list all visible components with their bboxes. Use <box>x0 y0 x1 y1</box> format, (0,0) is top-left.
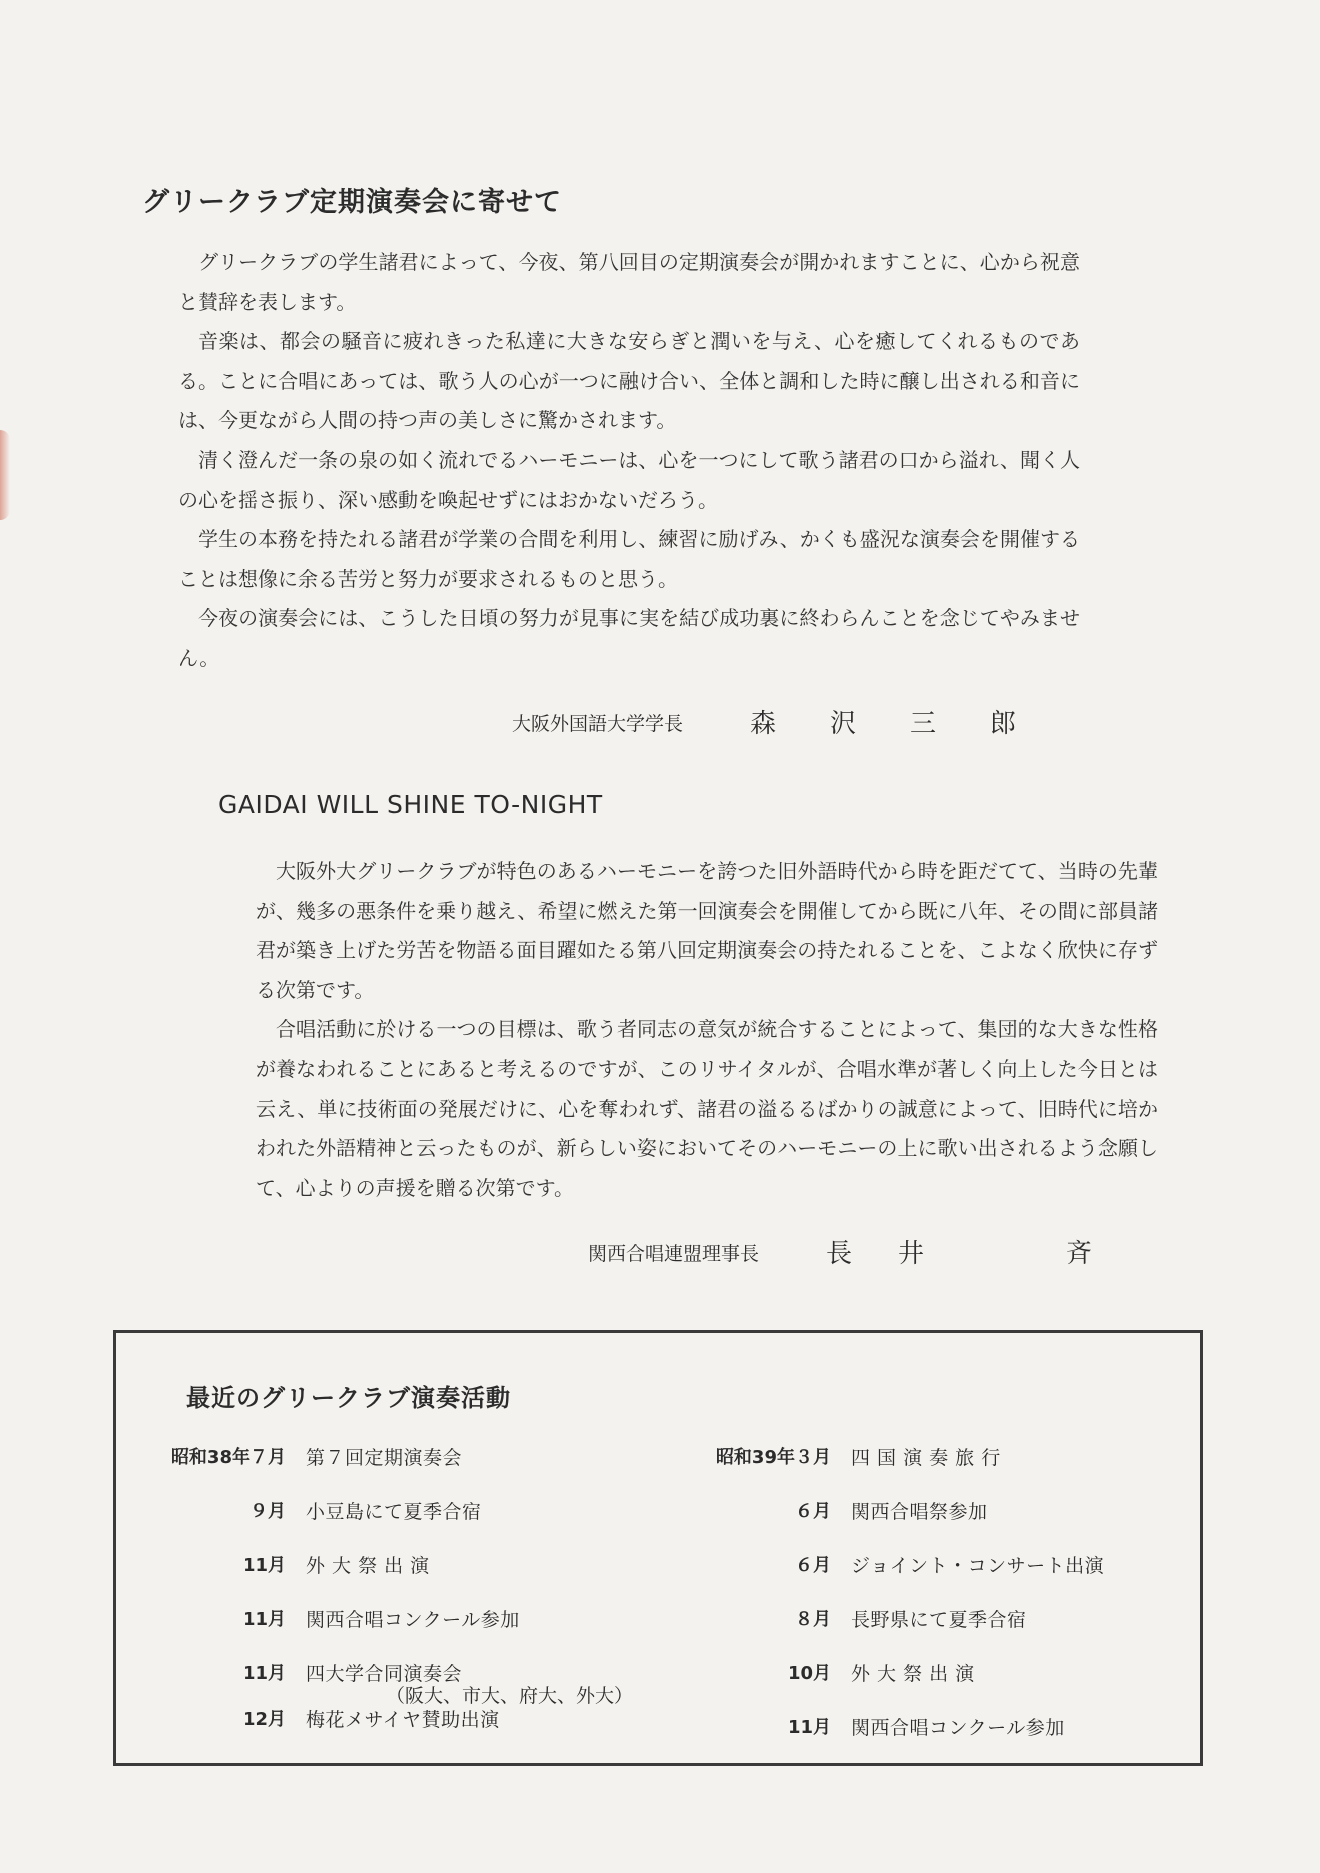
activity-date: 10月 <box>787 1663 831 1684</box>
activity-row <box>156 1659 676 1705</box>
activity-row <box>156 1705 676 1759</box>
activity-event: 外 大 祭 出 演 <box>851 1663 975 1685</box>
activity-date: 12月 <box>242 1709 286 1730</box>
activities-box <box>113 1330 1203 1766</box>
activity-date: ９月 <box>250 1501 286 1522</box>
signature-name-char: 長 <box>826 1239 853 1269</box>
activity-event: 梅花メサイヤ賛助出演 <box>306 1709 500 1731</box>
activity-row <box>156 1551 676 1605</box>
activity-date: ６月 <box>795 1555 831 1576</box>
signature-name-char: 斉 <box>1066 1239 1093 1269</box>
page-edge-stain <box>0 430 10 520</box>
section2-paragraph: 合唱活動に於ける一つの目標は、歌う者同志の意気が統合することによって、集団的な大きな性格が養なわれることにあると考えるのですが、このリサイタルが、合唱水準が著しく向上した今日とは云え、単に技術面の発展だけに、心を奪われず、諸君の溢るるばかりの誠意によって、旧時代に培かわれた外語精神と云ったものが、新らしい姿においてそのハーモニーの上に歌い出されるよう念願して、心よりの声援を贈る次第です。 <box>256 1017 1158 1200</box>
activity-row <box>156 1443 676 1497</box>
activity-event: 関西合唱祭参加 <box>851 1501 988 1523</box>
activity-date: 昭和39年３月 <box>715 1447 831 1468</box>
activity-date: ８月 <box>795 1609 831 1630</box>
section2-title: GAIDAI WILL SHINE TO-NIGHT <box>218 790 603 819</box>
section1-paragraph: 音楽は、都会の騒音に疲れきった私達に大きな安らぎと潤いを与え、心を癒してくれるものである。ことに合唱にあっては、歌う人の心が一つに融け合い、全体と調和した時に醸し出される和音には、今更ながら人間の持つ声の美しさに驚かされます。 <box>178 329 1080 433</box>
activity-date: ６月 <box>795 1501 831 1522</box>
activity-date: 11月 <box>242 1555 286 1576</box>
activity-event: 長野県にて夏季合宿 <box>851 1609 1027 1631</box>
section1-paragraph: グリークラブの学生諸君によって、今夜、第八回目の定期演奏会が開かれますことに、心から祝意と賛辞を表します。 <box>178 250 1080 314</box>
signature-name-char: 井 <box>898 1239 925 1269</box>
section1-paragraph: 今夜の演奏会には、こうした日頃の努力が見事に実を結び成功裏に終わらんことを念じてやみません。 <box>178 606 1080 670</box>
section2-body <box>256 852 1158 1208</box>
activity-row <box>696 1551 1196 1605</box>
activity-row <box>696 1659 1196 1713</box>
signature-name-char: 郎 <box>990 709 1017 739</box>
activity-date: 昭和38年７月 <box>170 1447 286 1468</box>
activities-title: 最近のグリークラブ演奏活動 <box>186 1384 511 1412</box>
activity-row <box>696 1443 1196 1497</box>
activities-left-column <box>156 1443 676 1759</box>
activity-event: 関西合唱コンクール参加 <box>851 1717 1065 1739</box>
activity-date: 11月 <box>242 1609 286 1630</box>
section1-paragraph: 学生の本務を持たれる諸君が学業の合間を利用し、練習に励げみ、かくも盛況な演奏会を開催することは想像に余る苦労と努力が要求されるものと思う。 <box>178 527 1080 591</box>
activity-event: 第７回定期演奏会 <box>306 1447 463 1469</box>
activity-event: 四 国 演 奏 旅 行 <box>851 1447 1001 1469</box>
signature-role: 関西合唱連盟理事長 <box>588 1243 760 1265</box>
signature-name-char: 森 <box>750 709 777 739</box>
activity-date: 11月 <box>242 1663 286 1684</box>
activity-event-detail: （阪大、市大、府大、外大） <box>386 1685 634 1707</box>
section2-paragraph: 大阪外大グリークラブが特色のあるハーモニーを誇つた旧外語時代から時を距だてて、当時の先輩が、幾多の悪条件を乗り越え、希望に燃えた第一回演奏会を開催してから既に八年、その間に部員諸君が築き上げた労苦を物語る面目躍如たる第八回定期演奏会の持たれることを、こよなく欣快に存ずる次第です。 <box>256 859 1158 1002</box>
activity-row <box>696 1605 1196 1659</box>
section1-paragraph: 清く澄んだ一条の泉の如く流れでるハーモニーは、心を一つにして歌う諸君の口から溢れ、聞く人の心を揺さ振り、深い感動を喚起せずにはおかないだろう。 <box>178 447 1080 512</box>
section1-body <box>178 243 1080 679</box>
activity-row <box>696 1497 1196 1551</box>
activity-date: 11月 <box>787 1717 831 1738</box>
section1-title: グリークラブ定期演奏会に寄せて <box>142 187 562 218</box>
activities-right-column <box>696 1443 1196 1767</box>
activity-row <box>696 1713 1196 1767</box>
activity-event: ジョイント・コンサート出演 <box>851 1555 1105 1577</box>
activity-event: 四大学合同演奏会 <box>306 1663 463 1685</box>
activity-event: 小豆島にて夏季合宿 <box>306 1501 482 1523</box>
activity-event: 関西合唱コンクール参加 <box>306 1609 520 1631</box>
activity-row <box>156 1605 676 1659</box>
signature-name-char: 沢 <box>830 709 857 739</box>
signature-role: 大阪外国語大学学長 <box>512 713 684 735</box>
activity-event: 外 大 祭 出 演 <box>306 1555 430 1577</box>
activity-row <box>156 1497 676 1551</box>
signature-name-char: 三 <box>910 709 937 739</box>
